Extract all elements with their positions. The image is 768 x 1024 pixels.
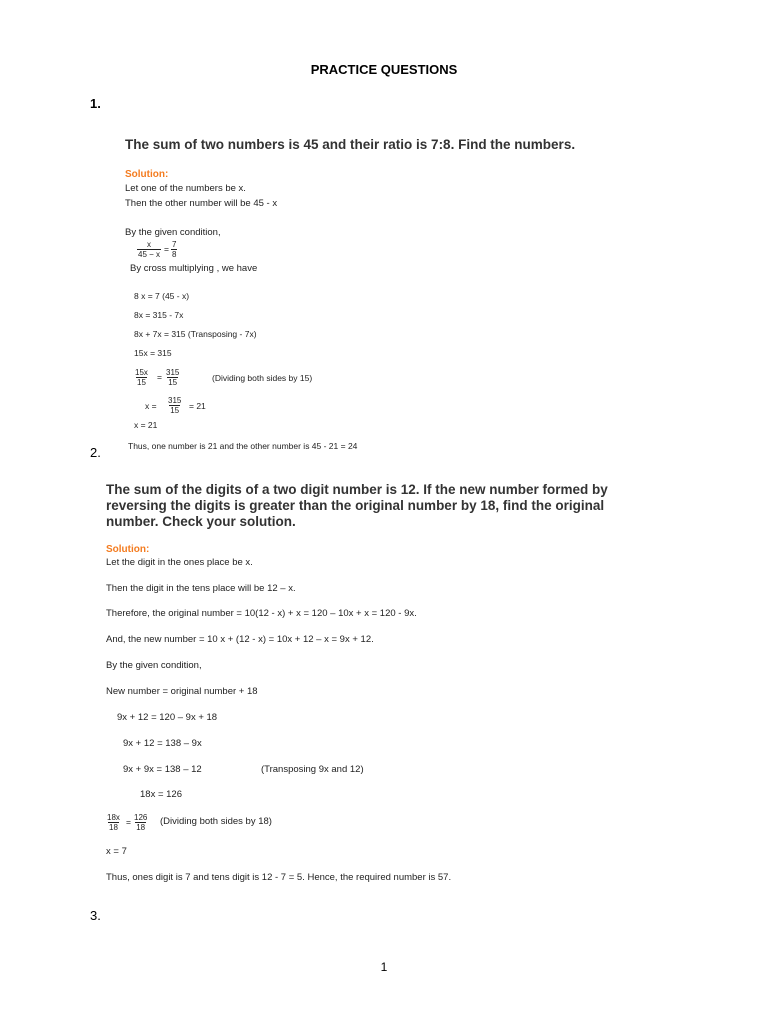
equals-sign: =: [157, 372, 162, 382]
q1-equation: 8 x = 7 (45 - x): [134, 291, 190, 301]
condition-fraction-right: [171, 240, 177, 259]
q2-equation: 9x + 12 = 120 – 9x + 18: [117, 712, 218, 723]
q2-equation: 9x + 9x = 138 – 12: [123, 764, 202, 775]
q1-annotation: (Dividing both sides by 15): [212, 373, 313, 383]
fraction-denominator: 15: [137, 378, 146, 387]
question-number-1: 1.: [90, 96, 101, 111]
q1-equation: 8x = 315 - 7x: [134, 310, 184, 320]
divide-fraction-right: [165, 368, 180, 387]
x-fraction: [167, 396, 182, 415]
fraction-denominator: 8: [172, 250, 177, 259]
q1-line: By the given condition,: [125, 227, 221, 238]
q2-annotation: (Transposing 9x and 12): [261, 764, 364, 775]
fraction-denominator: 15: [170, 406, 180, 415]
q1-equation: 8x + 7x = 315 (Transposing - 7x): [134, 329, 257, 339]
q1-conclusion: Thus, one number is 21 and the other number is 45 - 21 = 24: [128, 441, 358, 451]
equals-sign: =: [126, 817, 131, 827]
question-2-text-line: number. Check your solution.: [106, 514, 296, 529]
q2-line: Let the digit in the ones place be x.: [106, 557, 253, 568]
fraction-denominator: 18: [136, 823, 146, 832]
fraction-numerator: 315: [166, 368, 180, 377]
q1-equation: 15x = 315: [134, 348, 172, 358]
divide-fraction-left: [134, 368, 149, 387]
question-2-text-line: reversing the digits is greater than the original number by 18, find the original: [106, 498, 605, 513]
q2-equation: x = 7: [106, 846, 127, 857]
fraction-numerator: x: [147, 240, 151, 249]
fraction-numerator: 15x: [135, 368, 148, 377]
condition-fraction-left: [137, 240, 161, 259]
q2-line: Therefore, the original number = 10(12 - x) + x = 120 – 10x + x = 120 - 9x.: [106, 608, 417, 619]
page-title: PRACTICE QUESTIONS: [310, 62, 458, 77]
q1-result: = 21: [189, 401, 206, 411]
question-number-2: 2.: [90, 445, 101, 460]
q1-line: Then the other number will be 45 - x: [125, 198, 278, 209]
q2-equation: 9x + 12 = 138 – 9x: [123, 738, 202, 749]
q2-line: Then the digit in the tens place will be 12 – x.: [106, 583, 296, 594]
solution-label-1: Solution:: [125, 169, 169, 180]
fraction-numerator: 315: [168, 396, 182, 405]
fraction-numerator: 7: [172, 240, 177, 249]
page-number: 1: [380, 960, 388, 974]
q2-equation: 18x = 126: [140, 789, 182, 800]
q2-conclusion: Thus, ones digit is 7 and tens digit is 12 - 7 = 5. Hence, the required number is 57.: [106, 872, 452, 883]
q1-line: By cross multiplying , we have: [130, 263, 258, 274]
q2-divide-fraction-right: [133, 813, 148, 832]
equals-sign: =: [164, 244, 169, 254]
q2-divide-fraction-left: [106, 813, 121, 832]
q2-annotation: (Dividing both sides by 18): [160, 816, 272, 827]
q1-equation: x = 21: [134, 420, 158, 430]
q2-line: By the given condition,: [106, 660, 202, 671]
question-1-text: The sum of two numbers is 45 and their ratio is 7:8. Find the numbers.: [125, 137, 576, 152]
question-2-text-line: The sum of the digits of a two digit number is 12. If the new number formed by: [106, 482, 608, 497]
fraction-denominator: 45 − x: [138, 250, 161, 259]
x-equals: x =: [145, 401, 157, 411]
fraction-numerator: 126: [134, 813, 148, 822]
fraction-numerator: 18x: [107, 813, 120, 822]
q2-line: New number = original number + 18: [106, 686, 258, 697]
fraction-denominator: 18: [109, 823, 118, 832]
fraction-denominator: 15: [168, 378, 178, 387]
solution-label-2: Solution:: [106, 544, 150, 555]
q2-line: And, the new number = 10 x + (12 - x) = 10x + 12 – x = 9x + 12.: [106, 634, 374, 645]
question-number-3: 3.: [90, 908, 101, 923]
q1-line: Let one of the numbers be x.: [125, 183, 246, 194]
